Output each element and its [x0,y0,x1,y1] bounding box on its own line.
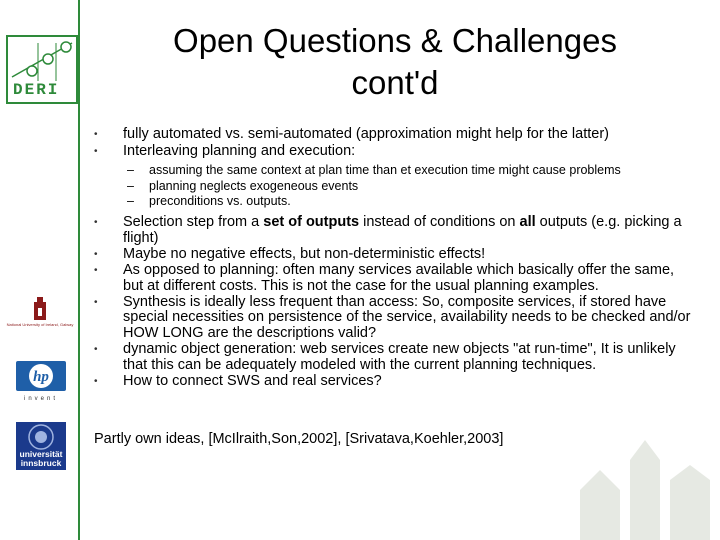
bullet-text: fully automated vs. semi-automated (approximation might help for the latter) [123,126,609,142]
deri-logo-text: DERI [13,81,60,99]
sub-list-item [94,194,694,209]
hp-logo [14,360,68,402]
bullet-text: As opposed to planning: often many services available which basically offer the same, but at different costs. This is not the case for the usual planning examples. [123,262,675,294]
bullet-icon: • [94,145,98,157]
nuig-logo-text: National University of Ireland, Galway [6,322,74,327]
selection-bold-2: all [519,214,536,231]
hp-invent-text: invent [23,396,59,402]
bullet-icon: • [94,296,98,308]
bullet-text: Interleaving planning and execution: [123,142,356,159]
list-item [94,144,694,160]
list-item [94,127,694,143]
bullet-text [123,214,682,246]
innsbruck-line1: universität [19,449,63,459]
list-item [94,374,694,390]
selection-text-post: outputs (e.g. picking a flight) [123,214,682,246]
title-line-2: cont'd [351,64,439,101]
bullet-text: Maybe no negative effects, but non-deterministic effects! [123,246,486,263]
bullet-icon: • [94,265,98,277]
hp-logo-icon [14,360,68,402]
list-item [94,295,694,342]
list-item [94,215,694,246]
bullet-text: Synthesis is ideally less frequent than access: So, composite services, if stored have special necessities on persistence of the service, availability needs to be checked and/or HOW LONG are the descriptions valid? [123,293,691,342]
innsbruck-seal-icon [16,422,66,452]
sidebar-divider [78,0,80,540]
deri-logo [6,35,78,104]
selection-text-mid: instead of conditions on [359,214,520,231]
sub-bullet-text: planning neglects exogeneous events [149,178,359,193]
bullet-icon: • [94,249,98,261]
bullet-text: How to connect SWS and real services? [123,372,382,389]
dash-icon: – [127,194,134,208]
sub-list-item [94,179,694,194]
bullet-icon: • [94,375,98,387]
dash-icon: – [127,163,134,178]
sub-bullet-text: preconditions vs. outputs. [149,194,291,208]
sub-bullet-text: assuming the same context at plan time than et execution time might cause problems [149,163,621,178]
list-item [94,263,694,294]
list-item [94,342,694,373]
bullet-list [94,127,694,390]
bullet-icon: • [94,129,98,140]
bullet-icon: • [94,344,98,356]
watermark-graphic [560,420,720,540]
innsbruck-logo-text [16,450,66,468]
selection-text-pre: Selection step from a [123,214,264,231]
nuig-crest-icon [4,296,76,322]
nuig-logo [4,296,76,340]
list-item [94,247,694,263]
slide-title [100,20,690,104]
dash-icon: – [127,178,134,193]
bullet-text: dynamic object generation: web services create new objects "at run-time", It is unlikely that this can be adequately modeled with the current planning techniques. [123,341,676,373]
selection-bold-1: set of outputs [263,214,360,231]
sub-bullet-list [94,163,694,209]
sub-list-item [94,163,694,178]
innsbruck-line2: innsbruck [20,458,62,468]
footer-references: Partly own ideas, [McIlraith,Son,2002], [Srivatava,Koehler,2003] [94,431,504,447]
title-line-1: Open Questions & Challenges [173,22,617,59]
svg-text:hp: hp [33,369,49,385]
innsbruck-logo [16,422,66,470]
bullet-icon: • [94,217,98,229]
